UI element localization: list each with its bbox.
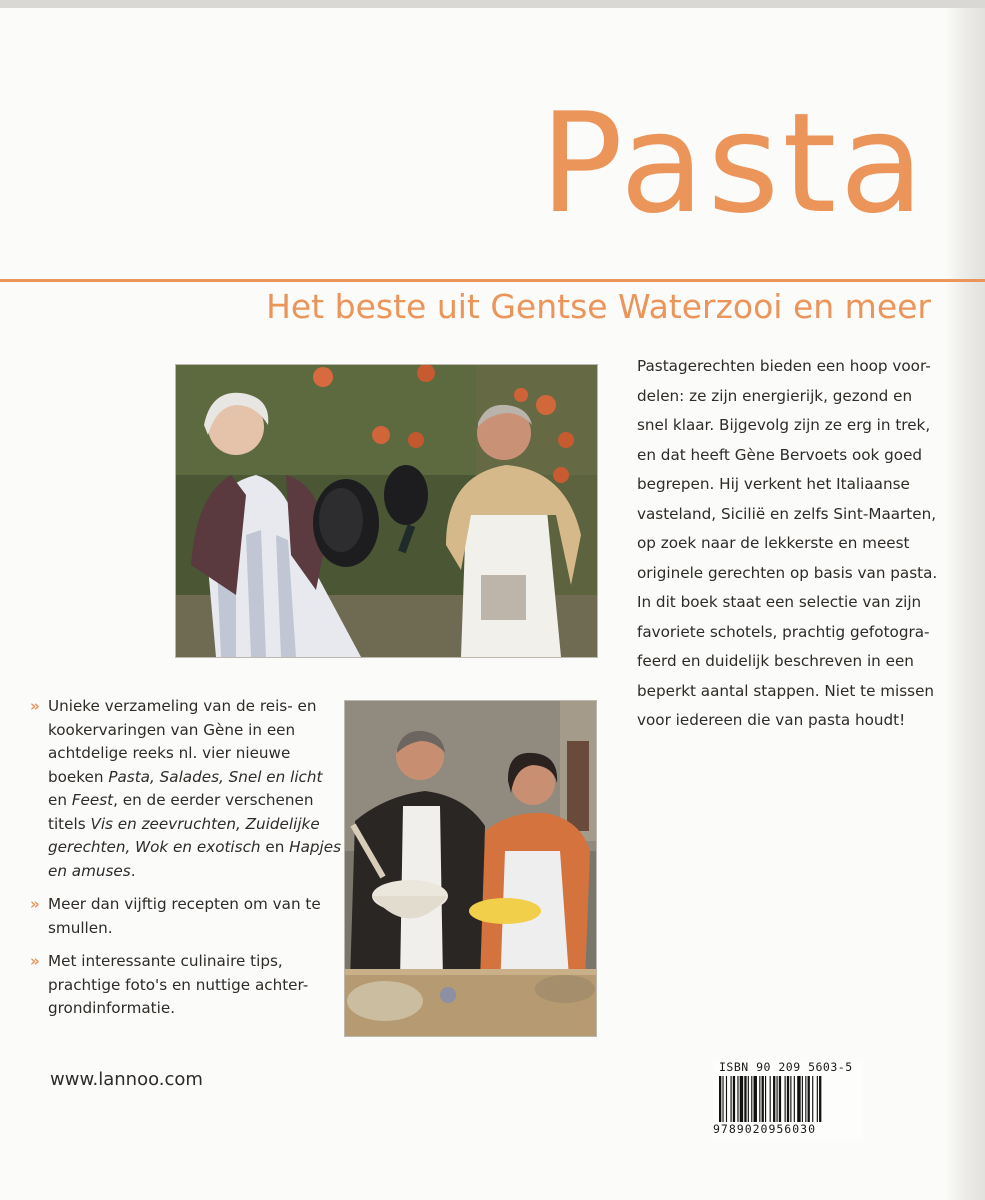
description-line: favoriete schotels, prachtig gefotogra- (637, 622, 930, 641)
feature-line: en amuses. (48, 861, 136, 880)
feature-line: Meer dan vijftig recepten om van te (48, 895, 321, 913)
bullet-marker: » (30, 697, 40, 715)
description-line: voor iedereen die van pasta houdt! (637, 711, 906, 729)
publisher-url[interactable]: www.lannoo.com (50, 1069, 203, 1090)
isbn-number: ISBN 90 209 5603-5 (719, 1060, 853, 1074)
description-line: op zoek naar de lekkerste en meest (637, 534, 910, 552)
feature-line: achtdelige reeks nl. vier nieuwe (48, 744, 291, 762)
feature-list (30, 695, 342, 1031)
ean-number: 9789020956030 (713, 1122, 817, 1136)
feature-line: en Feest, en de eerder verschenen (48, 791, 314, 809)
book-description (637, 352, 937, 736)
description-line: delen: ze zijn energierijk, gezond en (637, 386, 913, 405)
barcode (713, 1060, 863, 1140)
feature-line: prachtige foto's en nuttige achter- (48, 975, 309, 994)
photo-kitchen-pans (175, 364, 598, 658)
feature-item (30, 695, 342, 883)
barcode-bars (719, 1076, 857, 1122)
description-line: snel klaar. Bijgevolg zijn ze erg in trek, (637, 416, 931, 434)
feature-line: Unieke verzameling van de reis- en (48, 697, 317, 715)
feature-item (30, 950, 330, 1021)
bullet-marker: » (30, 952, 40, 970)
description-line: In dit boek staat een selectie van zijn (637, 593, 922, 611)
feature-line: smullen. (48, 918, 113, 937)
description-line: vasteland, Sicilië en zelfs Sint-Maarten, (637, 504, 937, 523)
feature-line: Met interessante culinaire tips, (48, 952, 283, 970)
description-line: en dat heeft Gène Bervoets ook goed (637, 445, 923, 464)
book-title: Pasta (539, 83, 927, 244)
title-divider (0, 279, 985, 282)
feature-line: grondinformatie. (48, 999, 176, 1017)
bullet-marker: » (30, 895, 40, 913)
description-line: beperkt aantal stappen. Niet te missen (637, 681, 935, 700)
description-line: Pastagerechten bieden een hoop voor- (637, 357, 931, 375)
photo-pasta-making (344, 700, 597, 1037)
feature-line: titels Vis en zeevruchten, Zuidelijke (48, 814, 320, 833)
top-edge (0, 0, 985, 8)
description-line: feerd en duidelijk beschreven in een (637, 652, 914, 670)
feature-line: boeken Pasta, Salades, Snel en licht (48, 767, 323, 786)
feature-line: kookervaringen van Gène in een (48, 720, 296, 739)
book-subtitle: Het beste uit Gentse Waterzooi en meer (266, 287, 931, 326)
description-line: originele gerechten op basis van pasta. (637, 563, 938, 582)
feature-line: gerechten, Wok en exotisch en Hapjes (48, 838, 342, 856)
feature-item (30, 893, 330, 940)
description-line: begrepen. Hij verkent het Italiaanse (637, 475, 910, 493)
